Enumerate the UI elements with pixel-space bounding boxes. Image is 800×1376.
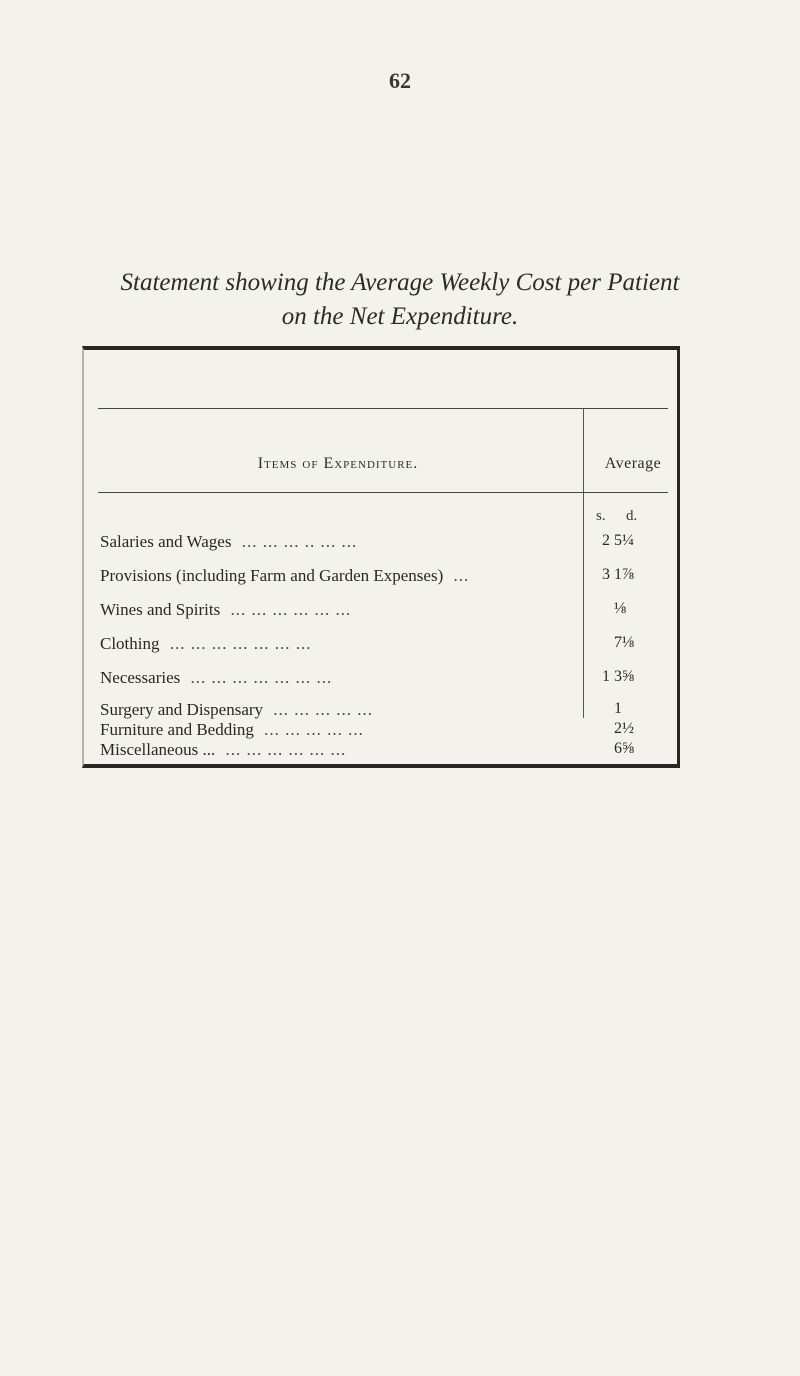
row-text: Necessaries: [100, 668, 186, 687]
row-label-furniture: [100, 720, 570, 740]
row-text: Furniture and Bedding: [100, 720, 260, 739]
row-value-pence: 2½: [614, 720, 634, 737]
row-label-miscellaneous: [100, 740, 570, 760]
average-column-divider: [583, 408, 584, 718]
title-line-2: on the Net Expenditure.: [281, 303, 519, 330]
header-items-of-expenditure: Items of Expenditure.: [257, 455, 419, 472]
row-value-pence: ⅛: [614, 600, 626, 617]
row-value-shillings: 1: [602, 668, 610, 685]
row-text: Surgery and Dispensary: [100, 700, 269, 719]
row-leader: ... ... ... ... ...: [273, 700, 374, 719]
row-text: Clothing: [100, 634, 166, 653]
row-leader: ...: [453, 566, 470, 585]
row-leader: ... ... ... ... ...: [264, 720, 364, 739]
unit-pence: d.: [626, 508, 638, 524]
row-leader: ... ... ... ... ... ... ...: [190, 668, 333, 687]
row-label-clothing: [100, 634, 570, 654]
row-label-surgery: [100, 700, 570, 720]
row-value-pence: 3⅝: [614, 668, 634, 685]
row-value-pence: 7⅛: [614, 634, 634, 651]
row-label-wines: [100, 600, 570, 620]
row-value-shillings: 2: [602, 532, 610, 549]
unit-shillings: s.: [596, 508, 606, 524]
row-leader: ... ... ... ... ... ...: [225, 740, 347, 759]
row-text: Salaries and Wages: [100, 532, 237, 551]
row-text: Provisions (including Farm and Garden Expenses): [100, 566, 449, 585]
row-leader: ... ... ... .. ... ...: [241, 532, 358, 551]
header-average: Average: [604, 455, 662, 472]
row-label-salaries: [100, 532, 570, 552]
row-text: Wines and Spirits: [100, 600, 226, 619]
row-value-pence: 1⅞: [614, 566, 634, 583]
row-leader: ... ... ... ... ... ... ...: [169, 634, 312, 653]
document-title: [0, 266, 800, 334]
row-value-shillings: 3: [602, 566, 610, 583]
row-value-pence: 5¼: [614, 532, 634, 549]
page-number: 62: [389, 68, 411, 93]
row-text: Miscellaneous ...: [100, 740, 221, 759]
row-value-pence: 1: [614, 700, 622, 717]
row-leader: ... ... ... ... ... ...: [230, 600, 352, 619]
row-label-provisions: [100, 566, 570, 586]
title-line-1: Statement showing the Average Weekly Cost per Patient: [120, 269, 680, 296]
row-label-necessaries: [100, 668, 570, 688]
row-value-pence: 6⅝: [614, 740, 634, 757]
